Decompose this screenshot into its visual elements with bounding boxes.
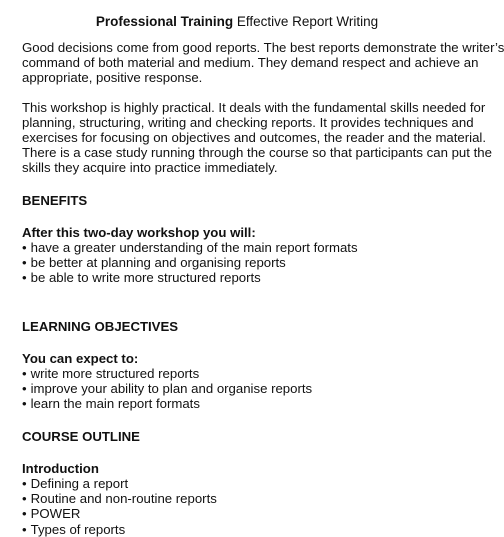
bullet-icon: • [22,270,27,286]
list-item [22,366,462,381]
outline-list [22,476,462,537]
text-line: planning, structuring, writing and checking reports. It provides techniques and [22,114,474,130]
list-item-text: be able to write more structured reports [30,270,261,286]
benefits-list [22,240,462,286]
list-item [22,522,462,537]
title-bold: Professional Training [95,14,234,29]
objectives-section [22,319,462,412]
list-item-text: learn the main report formats [30,396,200,412]
text-line: This workshop is highly practical. It deals with the fundamental skills needed for [22,99,486,115]
bullet-icon: • [22,255,27,271]
text-line: command of both material and medium. They demand respect and achieve an [22,55,479,71]
bullet-icon: • [22,476,27,492]
bullet-icon: • [22,366,27,382]
intro-paragraph-1 [22,40,504,86]
bullet-icon: • [22,381,27,397]
list-item [22,381,462,396]
outline-heading: COURSE OUTLINE [22,428,140,444]
document-body [22,40,504,537]
list-item [22,270,462,285]
list-item [22,396,462,411]
text-line: skills they acquire into practice immediately. [22,160,278,176]
list-item-text: POWER [30,506,81,522]
bullet-icon: • [22,240,27,256]
text-line: exercises for focusing on objectives and outcomes, the reader and the material. [22,130,487,146]
text-line: There is a case study running through the course so that participants can put the [22,145,492,161]
list-item-text: Routine and non-routine reports [30,491,217,507]
objectives-subheading: You can expect to: [22,350,139,366]
list-item-text: be better at planning and organising reports [30,255,286,271]
list-item [22,476,462,491]
outline-section [22,429,462,537]
list-item [22,506,462,521]
bullet-icon: • [22,521,27,537]
list-item [22,491,462,506]
bullet-icon: • [22,491,27,507]
text-line: Good decisions come from good reports. The best reports demonstrate the writer’s [22,40,504,55]
bullet-icon: • [22,506,27,522]
list-item-text: Defining a report [30,476,129,492]
title-regular: Effective Report Writing [236,14,379,29]
list-item-text: Types of reports [30,521,126,537]
benefits-subheading: After this two-day workshop you will: [22,224,256,240]
list-item [22,240,462,255]
outline-subheading: Introduction [22,460,99,476]
list-item-text: write more structured reports [30,366,200,382]
intro-paragraph-2 [22,99,492,176]
document-title [0,14,474,29]
text-line: appropriate, positive response. [22,70,203,86]
objectives-list [22,366,462,412]
objectives-heading: LEARNING OBJECTIVES [22,318,179,334]
bullet-icon: • [22,396,27,412]
list-item-text: improve your ability to plan and organise reports [30,381,313,397]
benefits-section [22,193,462,286]
list-item [22,255,462,270]
benefits-heading: BENEFITS [22,192,88,208]
list-item-text: have a greater understanding of the main report formats [30,240,358,256]
